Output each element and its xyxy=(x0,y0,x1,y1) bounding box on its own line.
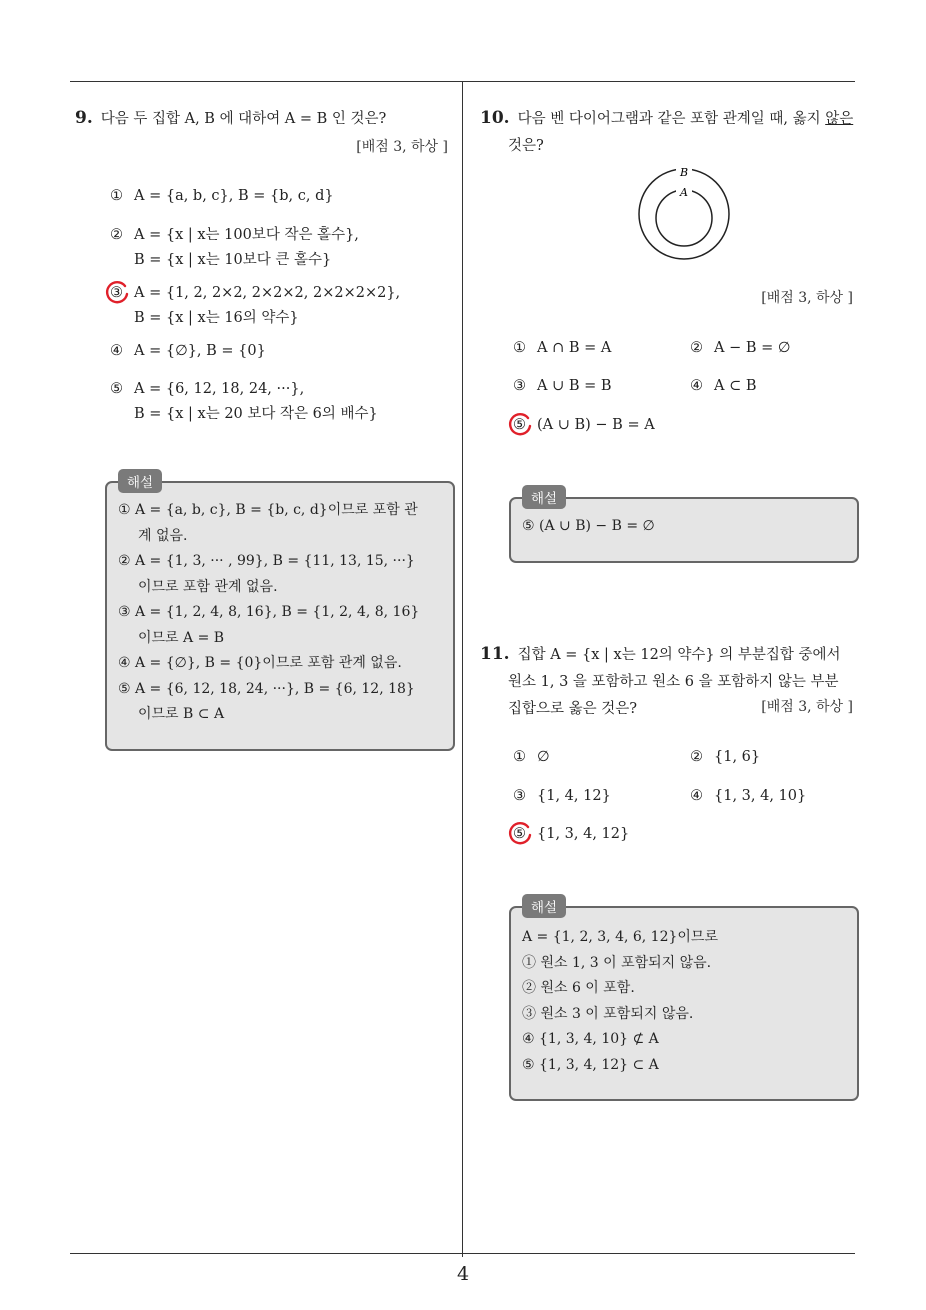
choice-4[interactable] xyxy=(690,374,757,399)
solution-line: ① A = {a, b, c}, B = {b, c, d}이므로 포함 관 xyxy=(118,502,418,518)
solution-tag: 해설 xyxy=(118,469,162,493)
choice-1[interactable] xyxy=(513,745,550,770)
choice-text: A = {a, b, c}, B = {b, c, d} xyxy=(134,188,334,204)
solution-line: ⑤ (A ∪ B) − B = ∅ xyxy=(522,518,655,534)
choice-number: ③ xyxy=(513,378,526,394)
solution-line: 이므로 포함 관계 없음. xyxy=(138,578,278,595)
choice-2[interactable] xyxy=(110,223,359,273)
choice-number: ⑤ xyxy=(513,826,526,842)
choice-1[interactable] xyxy=(110,184,334,209)
venn-diagram xyxy=(630,162,740,262)
page-number: 4 xyxy=(456,1263,470,1285)
solution-line: ① 원소 1, 3 이 포함되지 않음. xyxy=(522,954,712,971)
solution-text-q9 xyxy=(118,498,443,728)
solution-line: ④ A = {∅}, B = {0}이므로 포함 관계 없음. xyxy=(118,655,402,671)
choice-number: ① xyxy=(513,749,526,765)
choice-text: A = {6, 12, 18, 24, ···}, xyxy=(134,381,305,397)
choice-5[interactable] xyxy=(513,413,655,438)
answer-marker-circle xyxy=(507,412,533,438)
solution-line: ④ {1, 3, 4, 10} ⊄ A xyxy=(522,1031,659,1047)
choice-number: ② xyxy=(110,227,123,243)
choice-2[interactable] xyxy=(690,336,791,361)
solution-line: 계 없음. xyxy=(138,527,188,544)
question-number: 10. xyxy=(480,108,510,128)
solution-line: ⑤ {1, 3, 4, 12} ⊂ A xyxy=(522,1056,659,1073)
choice-3[interactable] xyxy=(110,281,400,331)
choice-number: ② xyxy=(690,749,703,765)
choice-2[interactable] xyxy=(690,745,760,770)
choice-number: ② xyxy=(690,340,703,356)
choice-text: (A ∪ B) − B = A xyxy=(537,417,655,433)
column-divider xyxy=(462,82,463,1257)
choice-text: {1, 3, 4, 10} xyxy=(714,788,807,804)
venn-label-a: A xyxy=(680,186,688,199)
venn-label-b: B xyxy=(679,166,689,179)
score-label: [배점 3, 하상 ] xyxy=(761,699,853,715)
solution-line: ② A = {1, 3, ··· , 99}, B = {11, 13, 15, ···} xyxy=(118,553,415,569)
solution-line: A = {1, 2, 3, 4, 6, 12}이므로 xyxy=(522,929,718,945)
question-number: 11. xyxy=(480,644,510,664)
choice-4[interactable] xyxy=(110,339,266,364)
choice-text: ∅ xyxy=(537,749,550,765)
solution-text-q11 xyxy=(522,925,847,1078)
choice-4[interactable] xyxy=(690,784,806,809)
question-9 xyxy=(75,105,455,133)
solution-line: ③ A = {1, 2, 4, 8, 16}, B = {1, 2, 4, 8, 16} xyxy=(118,604,420,620)
score-label: [배점 3, 하상 ] xyxy=(356,139,448,155)
choice-text: {1, 4, 12} xyxy=(537,788,611,804)
choice-number: ④ xyxy=(690,378,703,394)
solution-line: 이므로 A = B xyxy=(138,629,225,646)
choice-number: ④ xyxy=(110,343,123,359)
choice-number: ① xyxy=(110,188,123,204)
choice-number: ① xyxy=(513,340,526,356)
choice-text: A = {∅}, B = {0} xyxy=(134,343,266,359)
solution-line: 이므로 B ⊂ A xyxy=(138,706,225,722)
choice-text: A − B = ∅ xyxy=(714,340,791,356)
choice-number: ⑤ xyxy=(513,417,526,433)
question-text-line2: 것은? xyxy=(508,138,544,154)
choice-5[interactable] xyxy=(110,377,378,427)
solution-line: ③ 원소 3 이 포함되지 않음. xyxy=(522,1005,694,1022)
bottom-rule xyxy=(70,1253,855,1254)
answer-marker-circle xyxy=(104,280,130,306)
question-text-line3: 집합으로 옳은 것은? xyxy=(508,701,638,717)
choice-text: A = {1, 2, 2×2, 2×2×2, 2×2×2×2}, xyxy=(134,285,401,301)
question-number: 9. xyxy=(75,108,93,128)
choice-text-cont: B = {x | x는 16의 약수} xyxy=(134,310,299,326)
score-label: [배점 3, 하상 ] xyxy=(761,290,853,306)
question-text: 집합 A = {x | x는 12의 약수} 의 부분집합 중에서 xyxy=(517,647,841,663)
choice-1[interactable] xyxy=(513,336,611,361)
choice-text: A ∩ B = A xyxy=(537,340,612,356)
choice-3[interactable] xyxy=(513,784,611,809)
question-text: 다음 벤 다이어그램과 같은 포함 관계일 때, 옳지 xyxy=(517,111,826,127)
solution-text-q10 xyxy=(522,514,847,540)
choice-number: ④ xyxy=(690,788,703,804)
question-text-underlined: 않은 xyxy=(825,111,854,127)
solution-tag: 해설 xyxy=(522,485,566,509)
choice-3[interactable] xyxy=(513,374,612,399)
choice-text: A ∪ B = B xyxy=(537,378,612,394)
choice-number: ⑤ xyxy=(110,381,123,397)
solution-line: ⑤ A = {6, 12, 18, 24, ···}, B = {6, 12, 18} xyxy=(118,680,415,697)
solution-line: ② 원소 6 이 포함. xyxy=(522,980,635,996)
question-10 xyxy=(480,105,865,160)
question-text-line2: 원소 1, 3 을 포함하고 원소 6 을 포함하지 않는 부분 xyxy=(508,674,839,690)
solution-tag: 해설 xyxy=(522,894,566,918)
answer-marker-circle xyxy=(507,821,533,847)
choice-text: {1, 3, 4, 12} xyxy=(537,826,630,842)
choice-text: A ⊂ B xyxy=(714,378,757,394)
choice-number: ③ xyxy=(513,788,526,804)
choice-text: A = {x | x는 100보다 작은 홀수}, xyxy=(134,227,359,243)
choice-text: {1, 6} xyxy=(714,749,761,765)
choice-number: ③ xyxy=(110,285,123,301)
choice-text-cont: B = {x | x는 10보다 큰 홀수} xyxy=(134,252,332,268)
question-text: 다음 두 집합 A, B 에 대하여 A = B 인 것은? xyxy=(100,111,387,127)
choice-text-cont: B = {x | x는 20 보다 작은 6의 배수} xyxy=(134,406,378,422)
